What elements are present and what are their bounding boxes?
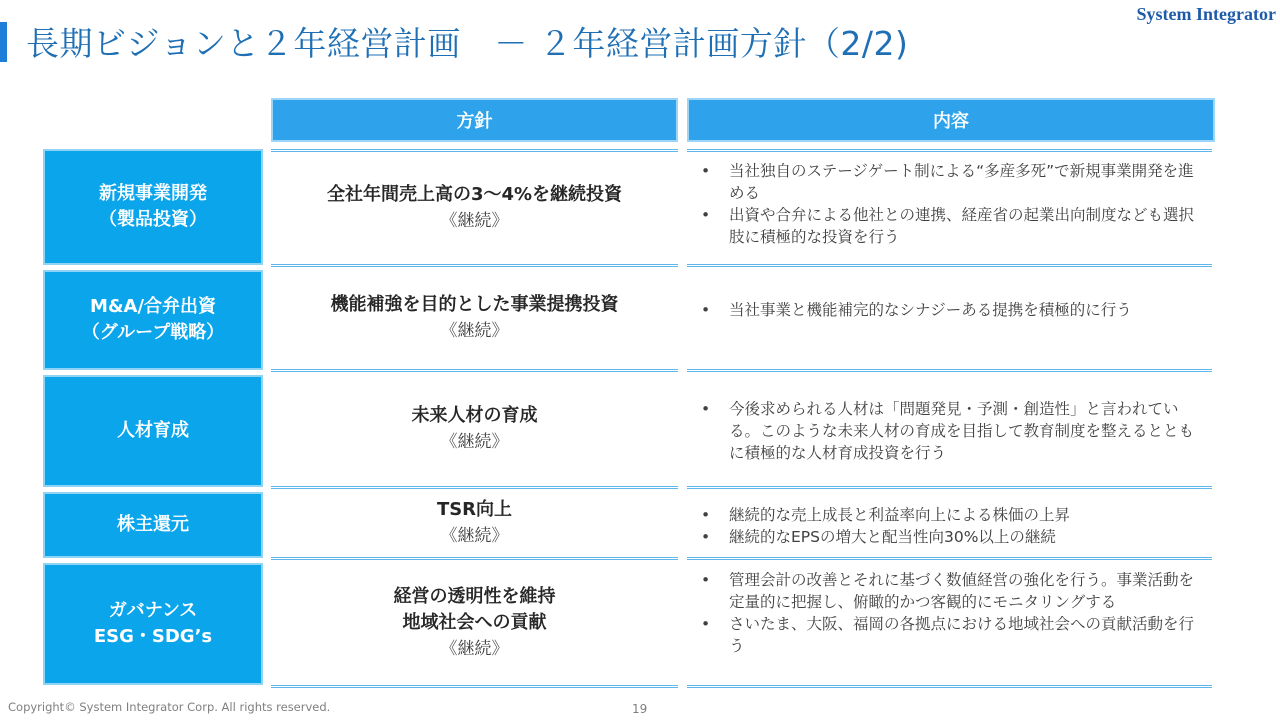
copyright: Copyright© System Integrator Corp. All rights reserved.: [8, 700, 331, 714]
row-detail-governance: [687, 557, 1212, 688]
row-label-line: M&A/合弁出資: [89, 296, 217, 317]
detail-item: • 継続的なEPSの増大と配当性向30%以上の継続: [697, 526, 1202, 548]
title-accent-bar: [0, 22, 7, 62]
brand-logo: System Integrator: [1136, 4, 1276, 24]
policy-status: 《継続》: [440, 638, 509, 659]
policy-text: 機能補強を目的とした事業提携投資: [330, 294, 619, 315]
header-content: 内容: [687, 98, 1215, 142]
page-number: 19: [632, 702, 648, 716]
row-label-line: ESG・SDG’s: [93, 626, 213, 647]
policy-text: 経営の透明性を維持: [393, 585, 556, 607]
detail-item: • 当社独自のステージゲート制による“多産多死”で新規事業開発を進める: [697, 160, 1202, 204]
row-label-shareholder: [43, 492, 263, 558]
policy-text: TSR向上: [436, 499, 513, 520]
detail-item: • 出資や合弁による他社との連携、経産省の起業出向制度なども選択肢に積極的な投資を行う: [697, 204, 1202, 248]
row-label-ma: [43, 270, 263, 370]
policy-status: 《継続》: [440, 321, 509, 341]
row-policy-shareholder: [271, 486, 678, 560]
row-label-line: （製品投資）: [99, 209, 207, 230]
row-detail-hr: [687, 369, 1212, 489]
header-policy: 方針: [271, 98, 678, 142]
page-title: 長期ビジョンと２年経営計画 － ２年経営計画方針（2/2): [26, 24, 909, 63]
row-detail-shareholder: [687, 486, 1212, 560]
row-detail-ma: [687, 264, 1212, 372]
detail-item: • さいたま、大阪、福岡の各拠点における地域社会への貢献活動を行う: [697, 613, 1202, 657]
row-label-line: ガバナンス: [108, 600, 198, 621]
row-label-line: 人材育成: [117, 420, 189, 441]
row-detail-new-business: [687, 149, 1212, 267]
detail-item: • 継続的な売上成長と利益率向上による株価の上昇: [697, 504, 1202, 526]
row-policy-ma: [271, 264, 678, 372]
row-policy-governance: [271, 557, 678, 688]
policy-text: 全社年間売上高の3～4%を継続投資: [326, 184, 623, 205]
row-label-line: 株主還元: [117, 514, 189, 535]
detail-item: • 当社事業と機能補完的なシナジーある提携を積極的に行う: [697, 299, 1202, 321]
row-label-governance: [43, 563, 263, 685]
row-policy-new-business: [271, 149, 678, 267]
detail-item: • 管理会計の改善とそれに基づく数値経営の強化を行う。事業活動を定量的に把握し、俯瞰的かつ客観的にモニタリングする: [697, 569, 1202, 613]
row-label-hr: [43, 375, 263, 487]
policy-text: 地域社会への貢献: [402, 611, 547, 633]
row-label-line: 新規事業開発: [99, 183, 207, 204]
policy-status: 《継続》: [440, 211, 509, 231]
row-policy-hr: [271, 369, 678, 489]
policy-text: 未来人材の育成: [411, 405, 538, 426]
row-label-new-business: [43, 149, 263, 265]
row-label-line: （グループ戦略）: [81, 322, 225, 343]
detail-item: • 今後求められる人材は「問題発見・予測・創造性」と言われている。このような未来人材の育成を目指して教育制度を整えるとともに積極的な人材育成投資を行う: [697, 398, 1202, 464]
policy-status: 《継続》: [440, 526, 509, 546]
policy-status: 《継続》: [440, 432, 509, 452]
